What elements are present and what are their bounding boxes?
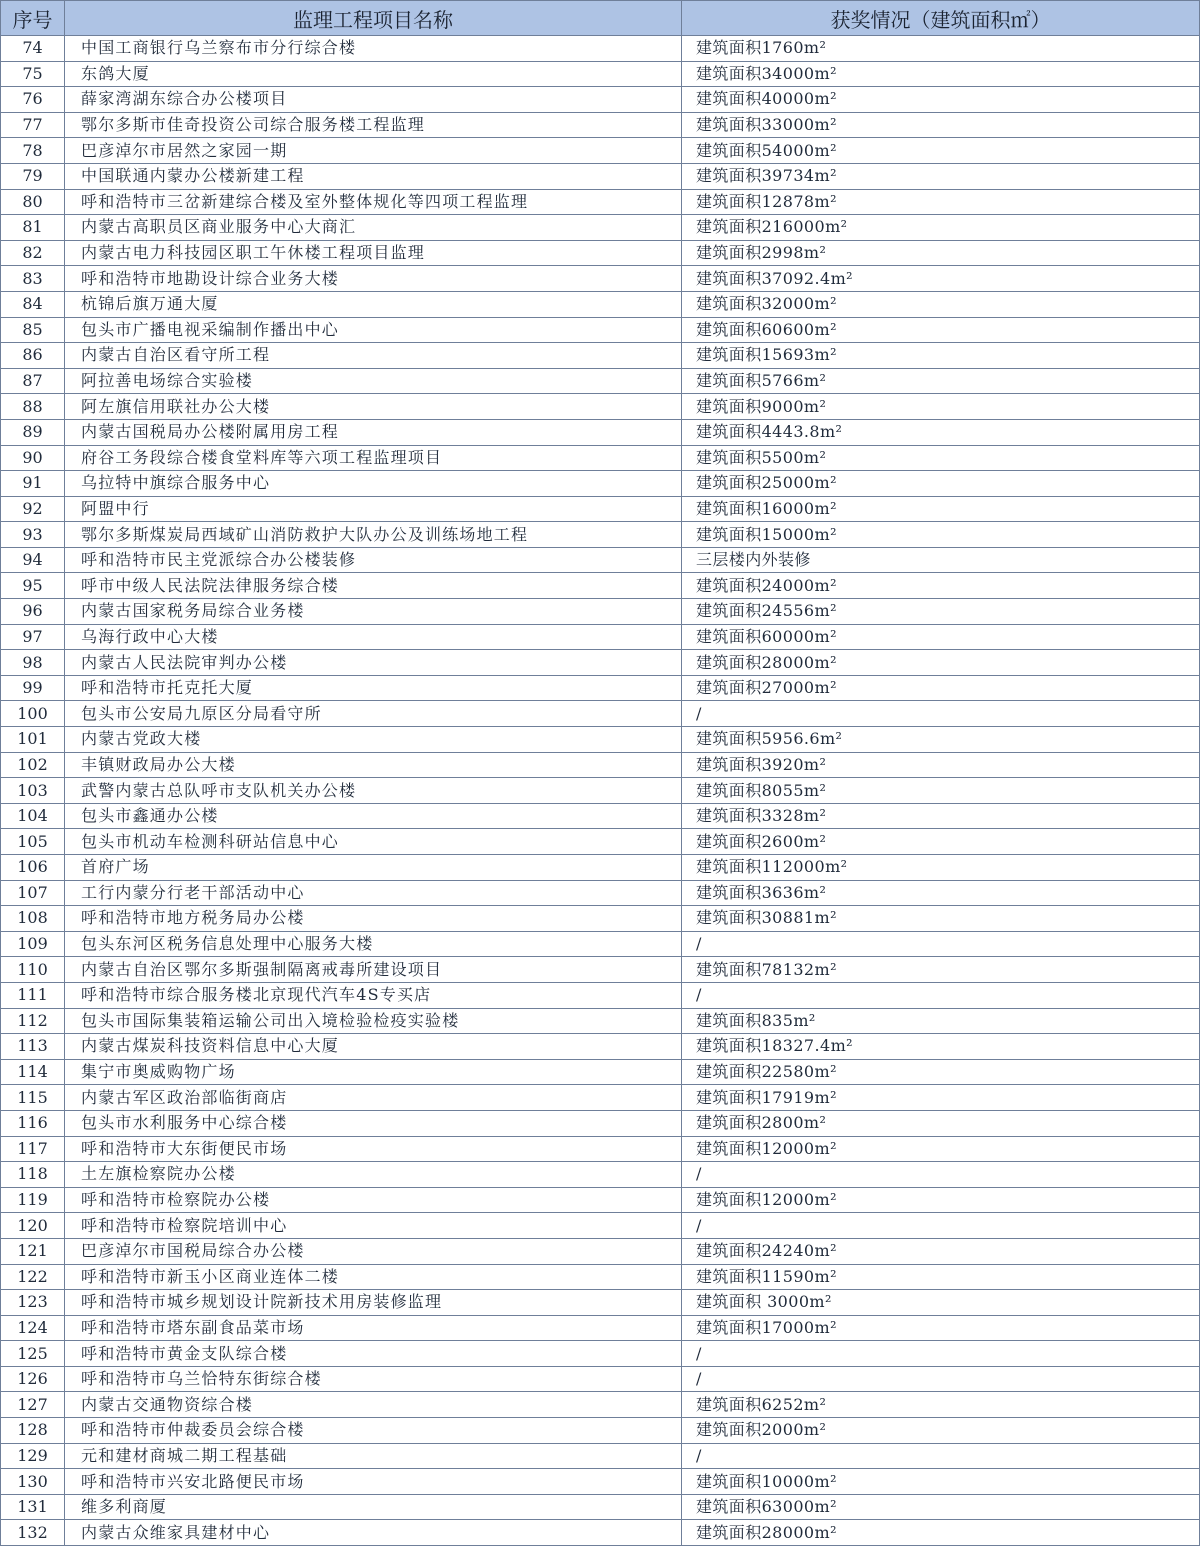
project-name: 东鸽大厦 bbox=[65, 61, 682, 87]
table-row bbox=[1, 1392, 1200, 1418]
table-row bbox=[1, 675, 1200, 701]
project-name: 杭锦后旗万通大厦 bbox=[65, 291, 682, 317]
award-area: 建筑面积1760m² bbox=[682, 36, 1200, 62]
award-area: / bbox=[682, 931, 1200, 957]
award-area: 建筑面积12000m² bbox=[682, 1187, 1200, 1213]
award-area: 建筑面积78132m² bbox=[682, 957, 1200, 983]
row-index: 124 bbox=[1, 1315, 65, 1341]
award-area: 建筑面积22580m² bbox=[682, 1059, 1200, 1085]
table-row bbox=[1, 1290, 1200, 1316]
project-name: 鄂尔多斯煤炭局西域矿山消防救护大队办公及训练场地工程 bbox=[65, 522, 682, 548]
row-index: 117 bbox=[1, 1136, 65, 1162]
row-index: 81 bbox=[1, 215, 65, 241]
row-index: 77 bbox=[1, 112, 65, 138]
award-area: 建筑面积9000m² bbox=[682, 394, 1200, 420]
project-name: 维多利商厦 bbox=[65, 1494, 682, 1520]
table-row bbox=[1, 855, 1200, 881]
award-area: 建筑面积5956.6m² bbox=[682, 727, 1200, 753]
row-index: 111 bbox=[1, 982, 65, 1008]
award-area: 建筑面积25000m² bbox=[682, 471, 1200, 497]
project-name: 薛家湾湖东综合办公楼项目 bbox=[65, 87, 682, 113]
table-row bbox=[1, 266, 1200, 292]
award-area: 建筑面积60600m² bbox=[682, 317, 1200, 343]
header-row bbox=[1, 1, 1200, 36]
table-row bbox=[1, 906, 1200, 932]
award-area: 建筑面积12878m² bbox=[682, 189, 1200, 215]
table-row bbox=[1, 829, 1200, 855]
award-area: 建筑面积11590m² bbox=[682, 1264, 1200, 1290]
award-area: 建筑面积3328m² bbox=[682, 803, 1200, 829]
project-name: 中国联通内蒙办公楼新建工程 bbox=[65, 163, 682, 189]
table-row bbox=[1, 752, 1200, 778]
row-index: 76 bbox=[1, 87, 65, 113]
table-row bbox=[1, 87, 1200, 113]
row-index: 86 bbox=[1, 343, 65, 369]
table-row bbox=[1, 112, 1200, 138]
award-area: / bbox=[682, 982, 1200, 1008]
table-row bbox=[1, 931, 1200, 957]
project-name: 乌海行政中心大楼 bbox=[65, 624, 682, 650]
table-row bbox=[1, 496, 1200, 522]
row-index: 90 bbox=[1, 445, 65, 471]
award-area: 建筑面积216000m² bbox=[682, 215, 1200, 241]
project-name: 包头市鑫通办公楼 bbox=[65, 803, 682, 829]
project-name: 呼和浩特市三岔新建综合楼及室外整体规化等四项工程监理 bbox=[65, 189, 682, 215]
project-name: 鄂尔多斯市佳奇投资公司综合服务楼工程监理 bbox=[65, 112, 682, 138]
row-index: 95 bbox=[1, 573, 65, 599]
row-index: 75 bbox=[1, 61, 65, 87]
row-index: 94 bbox=[1, 547, 65, 573]
award-area: 三层楼内外装修 bbox=[682, 547, 1200, 573]
row-index: 122 bbox=[1, 1264, 65, 1290]
project-name: 内蒙古煤炭科技资料信息中心大厦 bbox=[65, 1034, 682, 1060]
table-row bbox=[1, 982, 1200, 1008]
project-name: 呼和浩特市新玉小区商业连体二楼 bbox=[65, 1264, 682, 1290]
award-area: 建筑面积39734m² bbox=[682, 163, 1200, 189]
row-index: 84 bbox=[1, 291, 65, 317]
row-index: 127 bbox=[1, 1392, 65, 1418]
award-area: 建筑面积15693m² bbox=[682, 343, 1200, 369]
project-name: 巴彦淖尔市居然之家园一期 bbox=[65, 138, 682, 164]
project-name: 包头东河区税务信息处理中心服务大楼 bbox=[65, 931, 682, 957]
award-area: 建筑面积5766m² bbox=[682, 368, 1200, 394]
table-row bbox=[1, 1085, 1200, 1111]
table-row bbox=[1, 778, 1200, 804]
award-area: 建筑面积24000m² bbox=[682, 573, 1200, 599]
row-index: 100 bbox=[1, 701, 65, 727]
project-name: 呼和浩特市乌兰恰特东街综合楼 bbox=[65, 1366, 682, 1392]
project-name: 呼和浩特市兴安北路便民市场 bbox=[65, 1469, 682, 1495]
award-area: 建筑面积4443.8m² bbox=[682, 419, 1200, 445]
award-area: 建筑面积17000m² bbox=[682, 1315, 1200, 1341]
project-name: 呼和浩特市地勘设计综合业务大楼 bbox=[65, 266, 682, 292]
project-name: 内蒙古国税局办公楼附属用房工程 bbox=[65, 419, 682, 445]
project-name: 内蒙古高职员区商业服务中心大商汇 bbox=[65, 215, 682, 241]
row-index: 109 bbox=[1, 931, 65, 957]
table-row bbox=[1, 1264, 1200, 1290]
award-area: 建筑面积2800m² bbox=[682, 1110, 1200, 1136]
table-row bbox=[1, 419, 1200, 445]
project-name: 府谷工务段综合楼食堂料库等六项工程监理项目 bbox=[65, 445, 682, 471]
project-name: 阿拉善电场综合实验楼 bbox=[65, 368, 682, 394]
award-area: 建筑面积54000m² bbox=[682, 138, 1200, 164]
award-area: 建筑面积34000m² bbox=[682, 61, 1200, 87]
project-name: 元和建材商城二期工程基础 bbox=[65, 1443, 682, 1469]
row-index: 103 bbox=[1, 778, 65, 804]
award-area: 建筑面积17919m² bbox=[682, 1085, 1200, 1111]
row-index: 78 bbox=[1, 138, 65, 164]
award-area: 建筑面积3920m² bbox=[682, 752, 1200, 778]
table-row bbox=[1, 61, 1200, 87]
row-index: 113 bbox=[1, 1034, 65, 1060]
row-index: 102 bbox=[1, 752, 65, 778]
table-row bbox=[1, 1059, 1200, 1085]
table-row bbox=[1, 727, 1200, 753]
award-area: 建筑面积16000m² bbox=[682, 496, 1200, 522]
table-row bbox=[1, 1494, 1200, 1520]
table-row bbox=[1, 163, 1200, 189]
table-row bbox=[1, 1315, 1200, 1341]
project-name: 包头市国际集装箱运输公司出入境检验检疫实验楼 bbox=[65, 1008, 682, 1034]
table-row bbox=[1, 343, 1200, 369]
row-index: 98 bbox=[1, 650, 65, 676]
award-area: 建筑面积18327.4m² bbox=[682, 1034, 1200, 1060]
table-row bbox=[1, 1418, 1200, 1444]
project-name: 包头市水利服务中心综合楼 bbox=[65, 1110, 682, 1136]
table-row bbox=[1, 1008, 1200, 1034]
project-name: 内蒙古电力科技园区职工午休楼工程项目监理 bbox=[65, 240, 682, 266]
header-index: 序号 bbox=[1, 1, 65, 36]
row-index: 114 bbox=[1, 1059, 65, 1085]
table-row bbox=[1, 1341, 1200, 1367]
project-name: 呼和浩特市综合服务楼北京现代汽车4S专买店 bbox=[65, 982, 682, 1008]
table-row bbox=[1, 1443, 1200, 1469]
award-area: 建筑面积12000m² bbox=[682, 1136, 1200, 1162]
row-index: 119 bbox=[1, 1187, 65, 1213]
row-index: 104 bbox=[1, 803, 65, 829]
project-name: 内蒙古自治区看守所工程 bbox=[65, 343, 682, 369]
award-area: 建筑面积112000m² bbox=[682, 855, 1200, 881]
project-name: 首府广场 bbox=[65, 855, 682, 881]
row-index: 116 bbox=[1, 1110, 65, 1136]
table-row bbox=[1, 1469, 1200, 1495]
row-index: 125 bbox=[1, 1341, 65, 1367]
award-area: 建筑面积2998m² bbox=[682, 240, 1200, 266]
award-area: / bbox=[682, 1162, 1200, 1188]
award-area: 建筑面积24240m² bbox=[682, 1238, 1200, 1264]
table-row bbox=[1, 522, 1200, 548]
award-area: 建筑面积8055m² bbox=[682, 778, 1200, 804]
row-index: 129 bbox=[1, 1443, 65, 1469]
row-index: 85 bbox=[1, 317, 65, 343]
row-index: 132 bbox=[1, 1520, 65, 1546]
table-row bbox=[1, 573, 1200, 599]
award-area: 建筑面积63000m² bbox=[682, 1494, 1200, 1520]
project-name: 呼和浩特市民主党派综合办公楼装修 bbox=[65, 547, 682, 573]
row-index: 121 bbox=[1, 1238, 65, 1264]
project-name: 包头市公安局九原区分局看守所 bbox=[65, 701, 682, 727]
table-row bbox=[1, 803, 1200, 829]
project-name: 阿左旗信用联社办公大楼 bbox=[65, 394, 682, 420]
row-index: 131 bbox=[1, 1494, 65, 1520]
project-name: 内蒙古交通物资综合楼 bbox=[65, 1392, 682, 1418]
table-row bbox=[1, 547, 1200, 573]
award-area: / bbox=[682, 1213, 1200, 1239]
table-row bbox=[1, 650, 1200, 676]
table-row bbox=[1, 880, 1200, 906]
table-row bbox=[1, 1520, 1200, 1546]
header-project-name: 监理工程项目名称 bbox=[65, 1, 682, 36]
table-row bbox=[1, 138, 1200, 164]
table-row bbox=[1, 368, 1200, 394]
table-row bbox=[1, 1136, 1200, 1162]
award-area: 建筑面积3636m² bbox=[682, 880, 1200, 906]
project-name: 包头市机动车检测科研站信息中心 bbox=[65, 829, 682, 855]
row-index: 93 bbox=[1, 522, 65, 548]
project-name: 工行内蒙分行老干部活动中心 bbox=[65, 880, 682, 906]
project-name: 阿盟中行 bbox=[65, 496, 682, 522]
row-index: 120 bbox=[1, 1213, 65, 1239]
row-index: 128 bbox=[1, 1418, 65, 1444]
row-index: 88 bbox=[1, 394, 65, 420]
award-area: 建筑面积28000m² bbox=[682, 650, 1200, 676]
table-row bbox=[1, 1366, 1200, 1392]
project-name: 呼和浩特市检察院培训中心 bbox=[65, 1213, 682, 1239]
project-name: 土左旗检察院办公楼 bbox=[65, 1162, 682, 1188]
table-row bbox=[1, 317, 1200, 343]
row-index: 118 bbox=[1, 1162, 65, 1188]
table-row bbox=[1, 291, 1200, 317]
table-row bbox=[1, 1238, 1200, 1264]
award-area: / bbox=[682, 1443, 1200, 1469]
table-row bbox=[1, 599, 1200, 625]
table-row bbox=[1, 1034, 1200, 1060]
row-index: 83 bbox=[1, 266, 65, 292]
table-row bbox=[1, 1187, 1200, 1213]
project-name: 丰镇财政局办公大楼 bbox=[65, 752, 682, 778]
project-name: 乌拉特中旗综合服务中心 bbox=[65, 471, 682, 497]
project-name: 呼和浩特市检察院办公楼 bbox=[65, 1187, 682, 1213]
award-area: 建筑面积6252m² bbox=[682, 1392, 1200, 1418]
project-name: 内蒙古人民法院审判办公楼 bbox=[65, 650, 682, 676]
row-index: 87 bbox=[1, 368, 65, 394]
project-name: 呼和浩特市黄金支队综合楼 bbox=[65, 1341, 682, 1367]
project-name: 呼和浩特市大东街便民市场 bbox=[65, 1136, 682, 1162]
row-index: 115 bbox=[1, 1085, 65, 1111]
table-row bbox=[1, 189, 1200, 215]
row-index: 79 bbox=[1, 163, 65, 189]
award-area: / bbox=[682, 1341, 1200, 1367]
row-index: 92 bbox=[1, 496, 65, 522]
row-index: 96 bbox=[1, 599, 65, 625]
row-index: 82 bbox=[1, 240, 65, 266]
row-index: 99 bbox=[1, 675, 65, 701]
table-row bbox=[1, 394, 1200, 420]
row-index: 123 bbox=[1, 1290, 65, 1316]
row-index: 110 bbox=[1, 957, 65, 983]
award-area: 建筑面积32000m² bbox=[682, 291, 1200, 317]
row-index: 80 bbox=[1, 189, 65, 215]
row-index: 91 bbox=[1, 471, 65, 497]
row-index: 108 bbox=[1, 906, 65, 932]
row-index: 130 bbox=[1, 1469, 65, 1495]
table-row bbox=[1, 215, 1200, 241]
row-index: 112 bbox=[1, 1008, 65, 1034]
award-area: 建筑面积37092.4m² bbox=[682, 266, 1200, 292]
table-row bbox=[1, 445, 1200, 471]
award-area: 建筑面积40000m² bbox=[682, 87, 1200, 113]
row-index: 74 bbox=[1, 36, 65, 62]
project-name: 巴彦淖尔市国税局综合办公楼 bbox=[65, 1238, 682, 1264]
project-name: 呼和浩特市塔东副食品菜市场 bbox=[65, 1315, 682, 1341]
project-name: 内蒙古自治区鄂尔多斯强制隔离戒毒所建设项目 bbox=[65, 957, 682, 983]
award-area: 建筑面积835m² bbox=[682, 1008, 1200, 1034]
award-area: / bbox=[682, 701, 1200, 727]
project-name: 呼和浩特市仲裁委员会综合楼 bbox=[65, 1418, 682, 1444]
award-area: 建筑面积 3000m² bbox=[682, 1290, 1200, 1316]
project-name: 内蒙古国家税务局综合业务楼 bbox=[65, 599, 682, 625]
award-area: 建筑面积2600m² bbox=[682, 829, 1200, 855]
project-name: 呼和浩特市托克托大厦 bbox=[65, 675, 682, 701]
table-row bbox=[1, 624, 1200, 650]
row-index: 126 bbox=[1, 1366, 65, 1392]
table-row bbox=[1, 240, 1200, 266]
row-index: 107 bbox=[1, 880, 65, 906]
award-area: 建筑面积30881m² bbox=[682, 906, 1200, 932]
award-area: / bbox=[682, 1366, 1200, 1392]
row-index: 97 bbox=[1, 624, 65, 650]
project-name: 呼和浩特市城乡规划设计院新技术用房装修监理 bbox=[65, 1290, 682, 1316]
project-name: 武警内蒙古总队呼市支队机关办公楼 bbox=[65, 778, 682, 804]
table-row bbox=[1, 471, 1200, 497]
row-index: 106 bbox=[1, 855, 65, 881]
row-index: 101 bbox=[1, 727, 65, 753]
table-row bbox=[1, 1110, 1200, 1136]
project-name: 呼市中级人民法院法律服务综合楼 bbox=[65, 573, 682, 599]
project-name: 内蒙古军区政治部临街商店 bbox=[65, 1085, 682, 1111]
table-row bbox=[1, 701, 1200, 727]
table-row bbox=[1, 36, 1200, 62]
project-name: 包头市广播电视采编制作播出中心 bbox=[65, 317, 682, 343]
project-name: 内蒙古党政大楼 bbox=[65, 727, 682, 753]
award-area: 建筑面积2000m² bbox=[682, 1418, 1200, 1444]
award-area: 建筑面积24556m² bbox=[682, 599, 1200, 625]
award-area: 建筑面积28000m² bbox=[682, 1520, 1200, 1546]
table-body bbox=[1, 36, 1200, 1546]
project-name: 集宁市奥威购物广场 bbox=[65, 1059, 682, 1085]
row-index: 105 bbox=[1, 829, 65, 855]
award-area: 建筑面积60000m² bbox=[682, 624, 1200, 650]
header-award-area: 获奖情况（建筑面积㎡） bbox=[682, 1, 1200, 36]
award-area: 建筑面积27000m² bbox=[682, 675, 1200, 701]
project-name: 内蒙古众维家具建材中心 bbox=[65, 1520, 682, 1546]
award-area: 建筑面积33000m² bbox=[682, 112, 1200, 138]
project-name: 呼和浩特市地方税务局办公楼 bbox=[65, 906, 682, 932]
row-index: 89 bbox=[1, 419, 65, 445]
award-area: 建筑面积10000m² bbox=[682, 1469, 1200, 1495]
project-name: 中国工商银行乌兰察布市分行综合楼 bbox=[65, 36, 682, 62]
table-row bbox=[1, 957, 1200, 983]
table-row bbox=[1, 1213, 1200, 1239]
award-area: 建筑面积15000m² bbox=[682, 522, 1200, 548]
table-row bbox=[1, 1162, 1200, 1188]
award-area: 建筑面积5500m² bbox=[682, 445, 1200, 471]
